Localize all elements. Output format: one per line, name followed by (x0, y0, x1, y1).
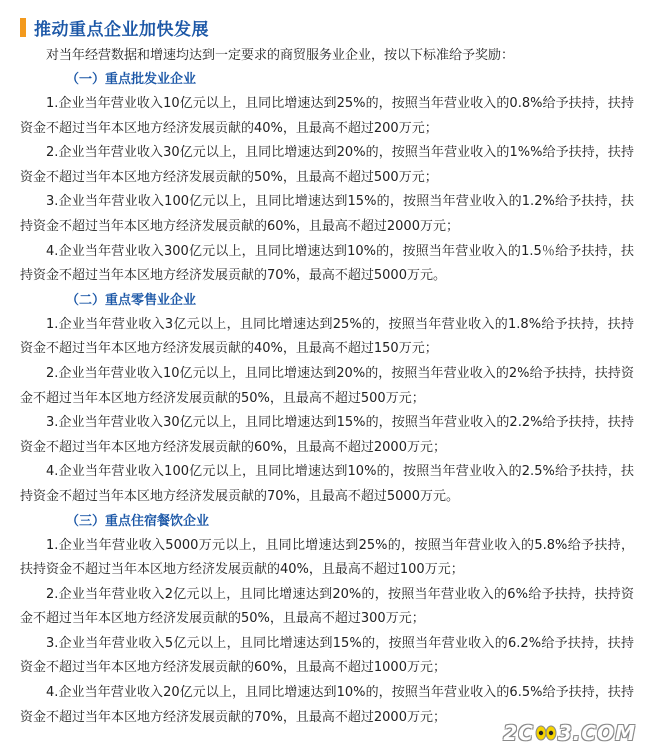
list-item: 2.企业当年营业收入10亿元以上，且同比增速达到20%的，按照当年营业收入的2%给予扶持，扶持资金不超过当年本区地方经济发展贡献的50%，且最高不超过500万元； (20, 365, 634, 406)
group-heading-hospitality: （三）重点住宿餐饮企业 (66, 513, 210, 529)
list-item: 1.企业当年营业收入3亿元以上，且同比增速达到25%的，按照当年营业收入的1.8%给予扶持，扶持资金不超过当年本区地方经济发展贡献的40%，且最高不超过150万元； (20, 316, 634, 357)
watermark-text-left: 2C (503, 721, 534, 745)
title-accent-bar (20, 18, 26, 37)
watermark-eyes-icon (535, 724, 557, 742)
list-item: 3.企业当年营业收入100亿元以上，且同比增速达到15%的，按照当年营业收入的1.2%给予扶持，扶持资金不超过当年本区地方经济发展贡献的60%，且最高不超过2000万元； (20, 194, 634, 234)
list-item: 1.企业当年营业收入10亿元以上，且同比增速达到25%的，按照当年营业收入的0.8%给予扶持，扶持资金不超过当年本区地方经济发展贡献的40%，且最高不超过200万元； (20, 96, 634, 136)
watermark-text-right: 3.COM (557, 721, 636, 745)
list-item: 4.企业当年营业收入100亿元以上，且同比增速达到10%的，按照当年营业收入的2.5%给予扶持，扶持资金不超过当年本区地方经济发展贡献的70%，且最高不超过5000万元。 (20, 464, 634, 504)
list-item: 4.企业当年营业收入300亿元以上，且同比增速达到10%的，按照当年营业收入的1.5％给予扶持，扶持资金不超过当年本区地方经济发展贡献的70%，最高不超过5000万元。 (20, 243, 634, 284)
list-item: 2.企业当年营业收入2亿元以上，且同比增速达到20%的，按照当年营业收入的6%给予扶持，扶持资金不超过当年本区地方经济发展贡献的50%，且最高不超过300万元； (20, 586, 634, 627)
intro-paragraph: 对当年经营数据和增速均达到一定要求的商贸服务业企业，按以下标准给予奖励： (46, 48, 515, 63)
group-heading-wholesale: （一）重点批发业企业 (66, 72, 197, 87)
section-header (20, 14, 634, 40)
group-heading-retail: （二）重点零售业企业 (66, 292, 197, 308)
list-item: 3.企业当年营业收入30亿元以上，且同比增速达到15%的，按照当年营业收入的2.2%给予扶持，扶持资金不超过当年本区地方经济发展贡献的60%，且最高不超过2000万元； (20, 415, 634, 455)
list-item: 3.企业当年营业收入5亿元以上，且同比增速达到15%的，按照当年营业收入的6.2%给予扶持，扶持资金不超过当年本区地方经济发展贡献的60%，且最高不超过1000万元； (20, 635, 634, 676)
list-item: 4.企业当年营业收入20亿元以上，且同比增速达到10%的，按照当年营业收入的6.5%给予扶持，扶持资金不超过当年本区地方经济发展贡献的70%，且最高不超过2000万元； (20, 685, 634, 725)
watermark-logo (503, 721, 636, 745)
section-title: 推动重点企业加快发展 (34, 19, 209, 40)
list-item: 1.企业当年营业收入5000万元以上，且同比增速达到25%的，按照当年营业收入的5.8%给予扶持，扶持资金不超过当年本区地方经济发展贡献的40%，且最高不超过100万元； (20, 537, 634, 578)
list-item: 2.企业当年营业收入30亿元以上，且同比增速达到20%的，按照当年营业收入的1%%给予扶持，扶持资金不超过当年本区地方经济发展贡献的50%，且最高不超过500万元； (20, 145, 634, 185)
